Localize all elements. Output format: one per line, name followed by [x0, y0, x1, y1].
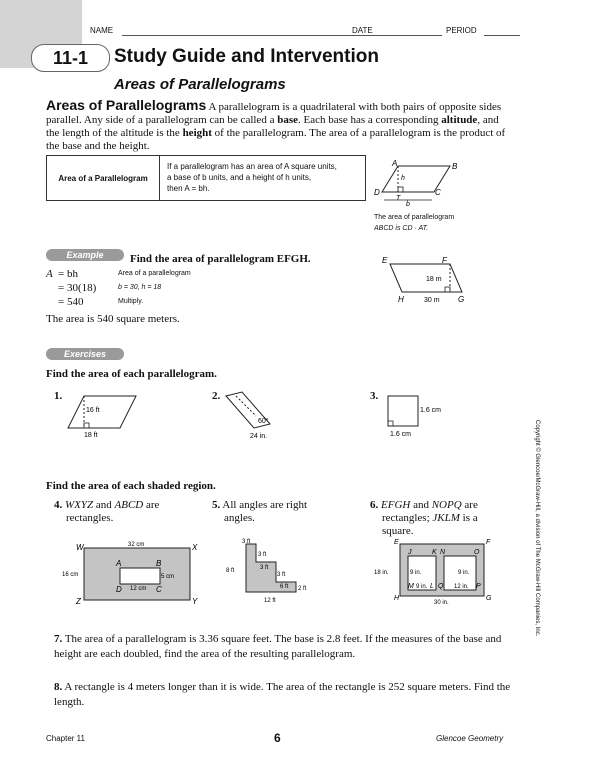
copyright-text: Copyright © Glencoe/McGraw-Hill, a division of The McGraw-Hill Companies, Inc.: [534, 420, 540, 637]
problem-5-text: [212, 499, 307, 525]
definition-line-1: If a parallelogram has an area of A square units,: [167, 162, 337, 171]
directions-1: Find the area of each parallelogram.: [46, 368, 217, 380]
p6-text-3: NOPQ: [431, 499, 462, 511]
intro-bold-altitude: altitude: [441, 114, 478, 126]
top-dim: 32 cm: [128, 542, 145, 548]
diagram-efgh: [378, 254, 478, 304]
staircase-shape: [246, 544, 296, 592]
diagram-caption: [374, 212, 454, 234]
problem-1-number: 1.: [54, 390, 63, 402]
label-b: B: [452, 162, 458, 171]
p4-text-5: rectangles.: [66, 512, 114, 524]
dim-3: 8 ft: [226, 568, 235, 574]
label-h: h: [401, 175, 405, 182]
problem-7-text: The area of a parallelogram is 3.36 square feet. The base is 2.8 feet. If the measures of the base and height are each doubled, find the area of the resulting parallelogram.: [54, 633, 502, 660]
height-label: 16 ft: [86, 407, 100, 414]
name-label: NAME: [90, 26, 114, 35]
problem-3-figure: [384, 394, 464, 442]
label-n: N: [440, 549, 446, 556]
label-a: A: [392, 159, 398, 168]
dim-2: 3 ft: [258, 552, 267, 558]
label-x: X: [192, 543, 198, 552]
label-h: H: [398, 295, 404, 304]
problem-6-number: 6.: [370, 499, 379, 511]
footer-chapter: Chapter 11: [46, 734, 85, 743]
label-k: K: [432, 549, 437, 556]
label-g: G: [486, 595, 492, 602]
side-label-1: 1.6 cm: [420, 407, 442, 414]
example-steps: [46, 267, 346, 309]
right-angle-mark: [84, 423, 89, 428]
problem-8-text: A rectangle is 4 meters longer than it is wide. The area of the rectangle is 252 square meters. Find the length.: [54, 681, 511, 708]
label-b-base: b: [406, 201, 410, 208]
label-o: O: [474, 549, 480, 556]
label-q: Q: [438, 583, 444, 590]
label-e: E: [382, 256, 388, 265]
label-c: C: [156, 585, 162, 594]
label-g: G: [458, 295, 465, 304]
right-angle-mark: [445, 287, 450, 292]
step-note: Multiply.: [118, 298, 144, 305]
p4-text-2: and: [93, 499, 115, 511]
problem-8-number: 8.: [54, 681, 63, 693]
altitude-2: [236, 396, 256, 416]
label-l: L: [430, 583, 434, 590]
intro-bold-base: base: [277, 114, 298, 126]
problem-2-figure: [222, 388, 292, 442]
label-b: B: [156, 559, 162, 568]
step-row-1: [46, 267, 346, 281]
dim-7: 2 ft: [298, 586, 307, 592]
label-p: P: [476, 583, 481, 590]
dim-6: 6 ft: [280, 584, 289, 590]
example-answer: The area is 540 square meters.: [46, 313, 180, 325]
dim-4: 3 ft: [260, 565, 269, 571]
directions-2: Find the area of each shaded region.: [46, 480, 216, 492]
p5-text-2: angles.: [224, 512, 255, 524]
period-label: PERIOD: [446, 26, 477, 35]
label-a: A: [116, 559, 122, 568]
p6-text-6: JKLM: [432, 512, 460, 524]
label-j: J: [408, 549, 412, 556]
p6-text-7: is a: [459, 512, 478, 524]
p6-text-2: and: [410, 499, 432, 511]
intro-text-1: A parallelogram is a quadrilateral with both pairs of opposite sides parallel. Any side of a parallelogram can be called a: [46, 101, 502, 126]
label-c: C: [435, 188, 441, 197]
problem-5-number: 5.: [212, 499, 221, 511]
date-label: DATE: [352, 26, 373, 35]
parallelogram-1: [68, 396, 136, 428]
step-rhs: = 30(18): [58, 282, 97, 294]
base-label: 24 in.: [250, 433, 268, 440]
step-row-2: [46, 281, 346, 295]
period-line: [484, 35, 520, 36]
exercises-pill: Exercises: [46, 348, 124, 360]
height-label: 18 m: [426, 276, 442, 283]
dim-4: 9 in.: [416, 584, 428, 590]
date-line: [382, 35, 442, 36]
example-pill: Example: [46, 249, 124, 261]
step-note: Area of a parallelogram: [118, 270, 191, 277]
page-subtitle: Areas of Parallelograms: [114, 76, 286, 93]
caption-line-2: ABCD is CD · AT.: [374, 225, 429, 232]
definition-box: [46, 155, 366, 201]
side-label-2: 1.6 cm: [390, 431, 412, 438]
angle-label: 60°: [258, 418, 269, 425]
p6-text-1: EFGH: [381, 499, 411, 511]
dim-6: 30 in.: [434, 600, 449, 606]
label-d: D: [374, 188, 380, 197]
rect-abcd: [120, 568, 160, 584]
problem-6-figure: [372, 536, 497, 608]
base-label: 18 ft: [84, 432, 98, 439]
inner-width-dim: 12 cm: [130, 586, 147, 592]
problem-3-number: 3.: [370, 390, 379, 402]
problem-1-figure: [64, 392, 144, 440]
definition-line-2: a base of b units, and a height of h units,: [167, 173, 312, 182]
step-rhs: = 540: [58, 296, 84, 308]
dim-1: 18 in.: [374, 570, 389, 576]
problem-4-figure: [62, 538, 212, 608]
dim-5: 12 in.: [454, 584, 469, 590]
diagram-abcd: [370, 158, 470, 208]
label-t: T: [396, 195, 401, 202]
p6-text-4: are: [461, 499, 478, 511]
problem-6-text: [370, 499, 478, 538]
step-lhs: A: [46, 268, 53, 280]
intro-text-4: of the parallelogram. The area of a parallelogram is the product of the base and the height.: [46, 127, 506, 152]
label-f: F: [442, 256, 447, 265]
label-y: Y: [192, 597, 198, 606]
step-rhs: = bh: [58, 268, 78, 280]
square-3: [388, 396, 418, 426]
dim-3: 9 in.: [458, 570, 470, 576]
footer-book: Glencoe Geometry: [436, 734, 504, 743]
definition-line-3: then A = bh.: [167, 184, 210, 193]
example-prompt: Find the area of parallelogram EFGH.: [130, 253, 311, 265]
problem-2-number: 2.: [212, 390, 221, 402]
label-d: D: [116, 585, 122, 594]
p4-text-1: WXYZ: [65, 499, 94, 511]
dim-2: 9 in.: [410, 570, 422, 576]
problem-5-figure: [222, 536, 332, 606]
header-fields: [90, 26, 520, 40]
problem-4-number: 4.: [54, 499, 63, 511]
page-title: Study Guide and Intervention: [114, 46, 379, 67]
problem-7: [54, 632, 514, 662]
dim-8: 12 ft: [264, 598, 276, 604]
label-h: H: [394, 595, 400, 602]
copyright-holder: [534, 420, 548, 660]
definition-label: Area of a Parallelogram: [47, 156, 160, 200]
base-label: 30 m: [424, 297, 440, 304]
p4-text-4: are: [143, 499, 160, 511]
intro-text-2: . Each base has a corresponding: [297, 114, 442, 126]
caption-line-1: The area of parallelogram: [374, 214, 455, 221]
label-e: E: [394, 539, 399, 546]
footer-page: 6: [274, 731, 281, 745]
label-w: W: [76, 543, 84, 552]
intro-text-3: , and the length of the altitude is the: [46, 114, 499, 139]
intro-bold-height: height: [182, 127, 212, 139]
label-f: F: [486, 539, 491, 546]
lesson-badge: 11-1: [31, 44, 110, 72]
right-angle-mark: [388, 421, 393, 426]
dim-1: 3 ft: [242, 539, 251, 545]
left-dim: 16 cm: [62, 572, 79, 578]
p5-text-1: All angles are right: [222, 499, 308, 511]
step-note: b = 30, h = 18: [118, 284, 162, 291]
step-row-3: [46, 295, 346, 309]
p6-text-8: square.: [382, 525, 414, 537]
right-angle-mark: [398, 187, 403, 192]
problem-8: [54, 680, 514, 710]
inner-height-dim: 5 cm: [161, 574, 175, 580]
problem-4-text: [54, 499, 159, 525]
dim-5: 3 ft: [277, 572, 286, 578]
label-m: M: [408, 583, 414, 590]
problem-7-number: 7.: [54, 633, 63, 645]
definition-text: [167, 161, 362, 194]
label-z: Z: [76, 597, 81, 606]
intro-heading: Areas of Parallelograms: [46, 97, 207, 113]
p4-text-3: ABCD: [114, 499, 144, 511]
p6-text-5: rectangles;: [382, 512, 433, 524]
intro-paragraph: [46, 97, 506, 153]
